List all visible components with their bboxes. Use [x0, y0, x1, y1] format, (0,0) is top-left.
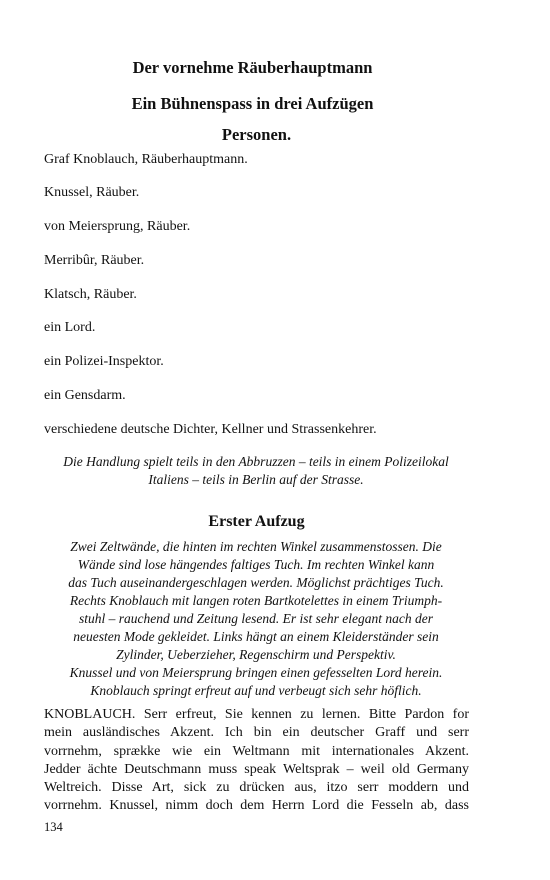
cast-list-item: von Meiersprung, Räuber.: [44, 219, 191, 234]
dialogue-line: Jedder ächte Deutschmann muss speak Weltsprak – weil old Germany: [44, 761, 469, 777]
dialogue-line: mein ausländisches Akzent. Ich bin ein deutscher Graff und serr: [44, 725, 469, 741]
cast-list-item: Merribûr, Räuber.: [44, 253, 145, 268]
page-number: 134: [44, 820, 63, 834]
play-title: Der vornehme Räuberhauptmann: [132, 58, 373, 77]
dialogue-line: Weltreich. Disse Art, sick zu drücken aus, itzo serr moddern und: [44, 780, 469, 796]
cast-list-item: Knussel, Räuber.: [44, 185, 140, 200]
stage-direction-line: das Tuch auseinandergeschlagen werden. Möglichst prächtiges Tuch.: [68, 575, 444, 590]
dialogue-paragraph: [44, 706, 469, 816]
stage-direction-line: neuesten Mode gekleidet. Links hängt an einem Kleiderständer sein: [73, 629, 439, 644]
stage-directions: [41, 538, 471, 700]
setting-note: [41, 453, 471, 489]
setting-note-line: Italiens – teils in Berlin auf der Strasse.: [148, 472, 364, 487]
setting-note-line: Die Handlung spielt teils in den Abbruzzen – teils in einem Polizeilokal: [63, 454, 449, 469]
play-subtitle: Ein Bühnenspass in drei Aufzügen: [131, 94, 374, 113]
cast-list-item: verschiedene deutsche Dichter, Kellner und Strassenkehrer.: [44, 422, 377, 437]
cast-list-item: ein Gensdarm.: [44, 388, 126, 403]
cast-list-item: Graf Knoblauch, Räuberhauptmann.: [44, 152, 248, 167]
stage-direction-line: Zylinder, Ueberzieher, Regenschirm und Perspektiv.: [116, 647, 396, 662]
stage-direction-line: Wände sind lose hängendes faltiges Tuch. Im rechten Winkel kann: [77, 557, 435, 572]
cast-list-item: ein Lord.: [44, 320, 96, 335]
dialogue-line: KNOBLAUCH. Serr erfreut, Sie kennen zu lernen. Bitte Pardon for: [44, 707, 469, 722]
stage-direction-line: stuhl – rauchend und Zeitung lesend. Er ist sehr elegant nach der: [79, 611, 433, 626]
cast-list-item: ein Polizei-Inspektor.: [44, 354, 164, 369]
stage-direction-line: Knussel und von Meiersprung bringen einen gefesselten Lord herein.: [69, 665, 443, 680]
stage-direction-line: Zwei Zeltwände, die hinten im rechten Winkel zusammenstossen. Die: [70, 539, 442, 554]
stage-direction-line: Knoblauch springt erfreut auf und verbeugt sich sehr höflich.: [90, 683, 422, 698]
stage-direction-line: Rechts Knoblauch mit langen roten Bartkotelettes in einem Triumph-: [69, 593, 443, 608]
act-title: Erster Aufzug: [208, 513, 305, 530]
cast-heading: Personen.: [221, 125, 292, 144]
dialogue-line: vorrnehm. Knussel, nimm doch dem Herrn Lord die Fesseln ab, dass: [44, 798, 469, 814]
cast-list-item: Klatsch, Räuber.: [44, 287, 137, 302]
dialogue-line: vorrnehm, sprække wie ein Weltmann mit internationales Akzent.: [44, 743, 469, 759]
